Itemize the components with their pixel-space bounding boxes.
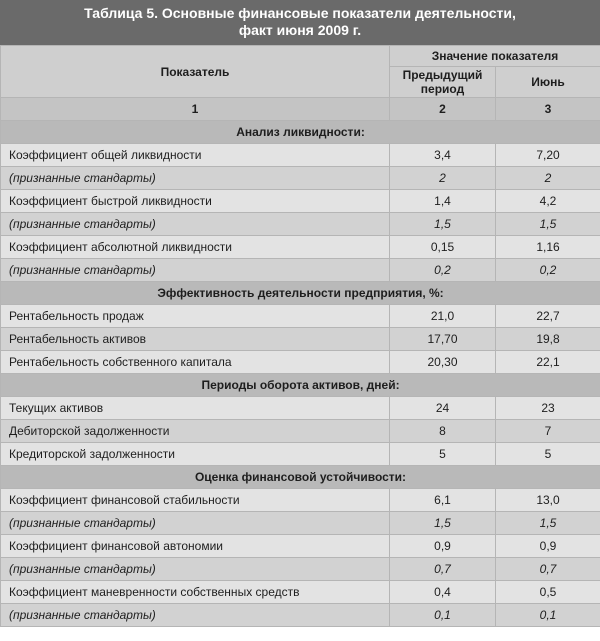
indicator-name-cell: Дебиторской задолженности <box>1 420 390 443</box>
table-row <box>1 535 600 558</box>
indicator-name-cell: Коэффициент быстрой ликвидности <box>1 190 390 213</box>
header-value-group: Значение показателя <box>390 46 600 67</box>
section-header-row <box>1 374 600 397</box>
table-row <box>1 581 600 604</box>
previous-period-value: 5 <box>390 443 496 466</box>
june-value: 22,7 <box>496 305 600 328</box>
previous-period-value: 2 <box>390 167 496 190</box>
indicator-name-cell: Текущих активов <box>1 397 390 420</box>
june-value: 0,1 <box>496 604 600 627</box>
table-title-line-2: факт июня 2009 г. <box>238 22 362 38</box>
previous-period-value: 1,4 <box>390 190 496 213</box>
indicator-name-cell: Коэффициент маневренности собственных средств <box>1 581 390 604</box>
header-previous-line-2: период <box>420 82 465 96</box>
indicator-name-cell: Рентабельность собственного капитала <box>1 351 390 374</box>
previous-period-value: 0,7 <box>390 558 496 581</box>
table-row <box>1 328 600 351</box>
table-title <box>0 0 600 45</box>
section-title: Периоды оборота активов, дней: <box>1 374 600 397</box>
table-row <box>1 604 600 627</box>
indicator-name-cell: (признанные стандарты) <box>1 213 390 236</box>
table-row <box>1 259 600 282</box>
section-header-row <box>1 121 600 144</box>
previous-period-value: 0,2 <box>390 259 496 282</box>
section-title: Анализ ликвидности: <box>1 121 600 144</box>
table-row <box>1 144 600 167</box>
previous-period-value: 21,0 <box>390 305 496 328</box>
previous-period-value: 24 <box>390 397 496 420</box>
section-title: Эффективность деятельности предприятия, %: <box>1 282 600 305</box>
previous-period-value: 1,5 <box>390 213 496 236</box>
indicator-name-cell: Коэффициент финансовой автономии <box>1 535 390 558</box>
june-value: 0,2 <box>496 259 600 282</box>
june-value: 0,9 <box>496 535 600 558</box>
table-row <box>1 351 600 374</box>
indicator-name-cell: Рентабельность активов <box>1 328 390 351</box>
indicator-name-cell: (признанные стандарты) <box>1 604 390 627</box>
financial-indicators-table <box>0 45 600 627</box>
table-row <box>1 190 600 213</box>
table-title-line-1: Таблица 5. Основные финансовые показатели деятельности, <box>84 5 516 21</box>
table-row <box>1 512 600 535</box>
june-value: 0,5 <box>496 581 600 604</box>
previous-period-value: 20,30 <box>390 351 496 374</box>
header-previous-period <box>390 67 496 98</box>
column-number-2: 2 <box>390 98 496 121</box>
table-row <box>1 213 600 236</box>
june-value: 1,5 <box>496 512 600 535</box>
previous-period-value: 6,1 <box>390 489 496 512</box>
indicator-name-cell: Рентабельность продаж <box>1 305 390 328</box>
june-value: 13,0 <box>496 489 600 512</box>
indicator-name-cell: (признанные стандарты) <box>1 512 390 535</box>
june-value: 0,7 <box>496 558 600 581</box>
indicator-name-cell: Коэффициент общей ликвидности <box>1 144 390 167</box>
table-body <box>1 121 600 627</box>
previous-period-value: 1,5 <box>390 512 496 535</box>
section-header-row <box>1 466 600 489</box>
indicator-name-cell: (признанные стандарты) <box>1 259 390 282</box>
table-row <box>1 236 600 259</box>
june-value: 23 <box>496 397 600 420</box>
june-value: 5 <box>496 443 600 466</box>
column-number-3: 3 <box>496 98 600 121</box>
previous-period-value: 17,70 <box>390 328 496 351</box>
section-title: Оценка финансовой устойчивости: <box>1 466 600 489</box>
indicator-name-cell: Кредиторской задолженности <box>1 443 390 466</box>
june-value: 1,5 <box>496 213 600 236</box>
table-row <box>1 397 600 420</box>
indicator-name-cell: (признанные стандарты) <box>1 558 390 581</box>
table-row <box>1 489 600 512</box>
june-value: 7,20 <box>496 144 600 167</box>
june-value: 19,8 <box>496 328 600 351</box>
june-value: 4,2 <box>496 190 600 213</box>
june-value: 1,16 <box>496 236 600 259</box>
column-number-1: 1 <box>1 98 390 121</box>
previous-period-value: 8 <box>390 420 496 443</box>
previous-period-value: 0,9 <box>390 535 496 558</box>
indicator-name-cell: Коэффициент финансовой стабильности <box>1 489 390 512</box>
header-june: Июнь <box>496 67 600 98</box>
previous-period-value: 0,4 <box>390 581 496 604</box>
header-indicator: Показатель <box>1 46 390 98</box>
previous-period-value: 0,15 <box>390 236 496 259</box>
table-row <box>1 305 600 328</box>
table-row <box>1 167 600 190</box>
previous-period-value: 0,1 <box>390 604 496 627</box>
june-value: 22,1 <box>496 351 600 374</box>
section-header-row <box>1 282 600 305</box>
previous-period-value: 3,4 <box>390 144 496 167</box>
indicator-name-cell: Коэффициент абсолютной ликвидности <box>1 236 390 259</box>
header-previous-line-1: Предыдущий <box>402 68 483 82</box>
table-row <box>1 443 600 466</box>
june-value: 7 <box>496 420 600 443</box>
indicator-name-cell: (признанные стандарты) <box>1 167 390 190</box>
june-value: 2 <box>496 167 600 190</box>
table-row <box>1 558 600 581</box>
table-row <box>1 420 600 443</box>
